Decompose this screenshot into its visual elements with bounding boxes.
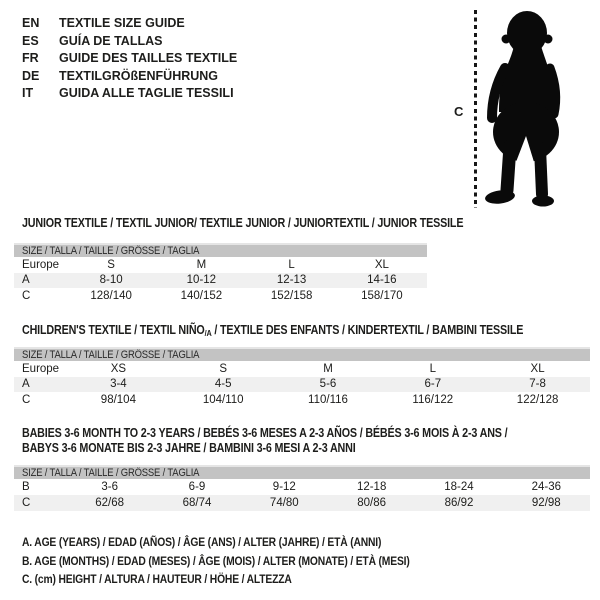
table-cell: M: [323, 363, 333, 375]
legend-line-a: [22, 533, 473, 552]
table-cell: 116/122: [412, 394, 454, 406]
children-section-title-text: [22, 323, 523, 340]
table-cell: 10-12: [186, 274, 217, 286]
table-cell: L: [429, 363, 436, 375]
table-row-age: [14, 377, 590, 392]
babies-size-table: [14, 465, 590, 511]
table-cell: 122/128: [516, 394, 559, 406]
table-cell: 3-6: [101, 481, 118, 493]
language-list: [22, 15, 237, 103]
legend-line-b: [22, 552, 473, 571]
table-cell: 18-24: [444, 481, 474, 493]
row-label: C: [22, 290, 31, 302]
baby-silhouette-icon: [480, 6, 574, 212]
junior-size-table: [14, 243, 427, 304]
table-cell: 110/116: [308, 394, 348, 406]
row-label: C: [22, 497, 31, 509]
table-cell: 12-18: [356, 481, 387, 493]
table-row-height: [14, 392, 590, 408]
table-cell: 92/98: [531, 497, 561, 509]
size-header-text: SIZE / TALLA / TAILLE / GRÖSSE / TAGLIA: [22, 467, 200, 479]
table-row-height: [14, 495, 590, 511]
row-label: Europe: [22, 259, 60, 271]
size-header-text: SIZE / TALLA / TAILLE / GRÖSSE / TAGLIA: [22, 349, 200, 361]
table-cell: 3-4: [110, 378, 127, 390]
table-cell: 140/152: [180, 290, 223, 302]
table-row-sizes: [14, 257, 427, 273]
table-cell: 12-13: [276, 274, 307, 286]
size-header-bar: [14, 465, 590, 479]
table-cell: 8-10: [99, 274, 123, 286]
babies-section-title-line1: BABIES 3-6 MONTH TO 2-3 YEARS / BEBÉS 3-6 MESES A 2-3 AÑOS / BÉBÉS 3-6 MOIS À 2-3 ANS /: [22, 426, 508, 440]
table-row-age: [14, 273, 427, 288]
language-row: [22, 50, 237, 68]
language-title: TEXTILGRÖßENFÜHRUNG: [59, 68, 219, 83]
table-cell: XL: [530, 363, 545, 375]
language-code: DE: [22, 68, 40, 83]
size-header-bar: [14, 347, 590, 361]
table-cell: XS: [110, 363, 127, 375]
row-label: Europe: [22, 363, 60, 375]
legend: [22, 533, 473, 589]
children-section-title: [22, 323, 600, 340]
row-label: C: [22, 394, 31, 406]
language-code: FR: [22, 51, 39, 66]
language-code: IT: [22, 86, 34, 101]
table-cell: 24-36: [531, 481, 562, 493]
language-row: [22, 33, 237, 51]
language-title: GUÍA DE TALLAS: [59, 33, 163, 48]
table-row-height: [14, 288, 427, 304]
table-cell: 128/140: [90, 290, 132, 302]
language-title: GUIDE DES TAILLES TEXTILE: [59, 51, 238, 66]
table-cell: S: [219, 363, 228, 375]
table-cell: 6-9: [188, 481, 206, 493]
row-label: B: [22, 481, 30, 493]
table-cell: 14-16: [367, 274, 397, 286]
table-cell: 6-7: [424, 378, 442, 390]
junior-section-title-text: JUNIOR TEXTILE / TEXTIL JUNIOR/ TEXTILE JUNIOR / JUNIORTEXTIL / JUNIOR TESSILE: [22, 216, 464, 230]
table-cell: 4-5: [214, 378, 232, 390]
title-text-subscript: /A: [204, 328, 212, 338]
junior-section-title: [22, 216, 535, 230]
table-cell: 152/158: [270, 290, 313, 302]
language-code: ES: [22, 33, 39, 48]
legend-line-a-text: A. AGE (YEARS) / EDAD (AÑOS) / ÂGE (ANS) / ALTER (JAHRE) / ETÀ (ANNI): [22, 535, 382, 549]
size-header-text: SIZE / TALLA / TAILLE / GRÖSSE / TAGLIA: [22, 245, 200, 257]
language-code: EN: [22, 16, 40, 30]
size-header-bar: [14, 243, 427, 257]
babies-section-title-line2: BABYS 3-6 MONATE BIS 2-3 JAHRE / BAMBINI 3-6 MESI A 2-3 ANNI: [22, 441, 356, 455]
language-title: TEXTILE SIZE GUIDE: [59, 16, 185, 30]
language-row: [22, 68, 237, 86]
table-cell: 5-6: [319, 378, 337, 390]
table-cell: XL: [374, 259, 389, 271]
table-cell: 98/104: [100, 394, 136, 406]
table-cell: 80/86: [357, 497, 387, 509]
table-cell: S: [107, 259, 115, 271]
row-label: A: [22, 378, 30, 390]
table-cell: 7-8: [529, 378, 546, 390]
title-text-post: / TEXTILE DES ENFANTS / KINDERTEXTIL / BAMBINI TESSILE: [211, 323, 524, 337]
legend-line-c-text: C. (cm) HEIGHT / ALTURA / HAUTEUR / HÖHE / ALTEZZA: [22, 572, 292, 586]
babies-section-title: [22, 426, 586, 456]
table-cell: 158/170: [361, 290, 403, 302]
children-size-table: [14, 347, 590, 408]
table-cell: M: [196, 259, 207, 271]
language-title: GUIDA ALLE TAGLIE TESSILI: [59, 86, 234, 101]
table-row-sizes: [14, 361, 590, 377]
title-text-pre: CHILDREN'S TEXTILE / TEXTIL NIÑO: [22, 323, 205, 337]
height-measure-dashed-line: [474, 10, 477, 208]
table-cell: 86/92: [444, 497, 474, 509]
table-cell: 74/80: [269, 497, 299, 509]
language-row: [22, 85, 237, 103]
table-cell: L: [288, 259, 295, 271]
table-cell: 68/74: [182, 497, 212, 509]
height-measure-label: C: [454, 104, 464, 119]
row-label: A: [22, 274, 30, 286]
table-cell: 104/110: [202, 394, 244, 406]
legend-line-b-text: B. AGE (MONTHS) / EDAD (MESES) / ÂGE (MOIS) / ALTER (MONATE) / ETÀ (MESI): [22, 553, 410, 568]
table-cell: 62/68: [95, 497, 125, 509]
legend-line-c: [22, 570, 473, 589]
table-cell: 9-12: [272, 481, 296, 493]
table-row-age-months: [14, 479, 590, 495]
language-row: [22, 15, 237, 33]
